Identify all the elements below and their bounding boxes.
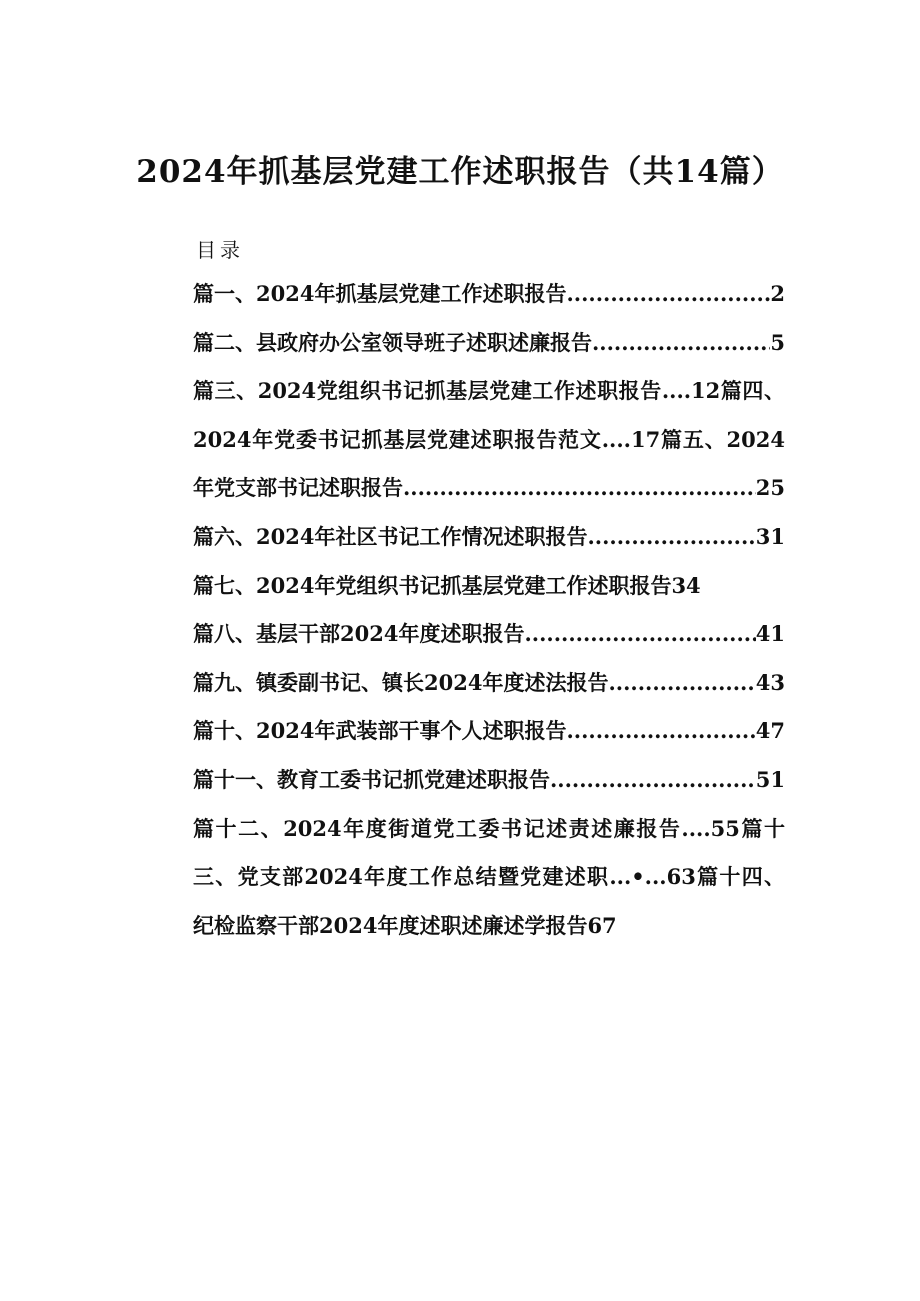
toc-leader-dots: [403, 470, 756, 506]
toc-page-number: 31: [755, 523, 785, 549]
toc-page-number: 25: [755, 475, 785, 501]
toc-line-10[interactable]: [193, 713, 785, 762]
toc-line-11[interactable]: [193, 762, 785, 811]
toc-line-9[interactable]: [193, 665, 785, 714]
toc-entry-text: 篇二、县政府办公室领导班子述职述廉报告: [193, 329, 592, 355]
toc-entry-text: 篇八、基层干部2024年度述职报告: [193, 621, 525, 647]
toc-page-number: 47: [755, 718, 785, 744]
toc-entry-text: 2024年党委书记抓基层党建述职报告范文....17篇五、2024: [193, 426, 785, 452]
toc-entry-text: 篇三、2024党组织书记抓基层党建工作述职报告....12篇四、: [193, 378, 785, 404]
toc-page-number: 2: [770, 281, 785, 306]
toc-page-number: 5: [770, 329, 785, 355]
toc-heading: 目录: [196, 238, 244, 262]
toc-entry-text: 三、党支部2024年度工作总结暨党建述职...•...63篇十四、: [193, 864, 785, 890]
toc-leader-dots: [524, 616, 755, 652]
toc-entry-text: 篇十一、教育工委书记抓党建述职报告: [193, 766, 550, 792]
toc-line-7[interactable]: [193, 568, 785, 617]
toc-line-5[interactable]: [193, 470, 785, 519]
toc-page-number: 43: [755, 669, 785, 695]
document-title: 2024年抓基层党建工作述职报告（共14篇）: [136, 154, 784, 190]
toc-line-4[interactable]: [193, 422, 785, 471]
toc-line-2[interactable]: [193, 325, 785, 374]
toc-line-12[interactable]: [193, 811, 785, 860]
toc-entry-text: 纪检监察干部2024年度述职述廉述学报告67: [193, 912, 617, 938]
toc-entry-text: 篇七、2024年党组织书记抓基层党建工作述职报告34: [193, 572, 701, 598]
toc-line-13[interactable]: [193, 859, 785, 908]
toc-leader-dots: [587, 519, 755, 555]
toc-page-number: 41: [755, 621, 785, 647]
toc-entry-text: 篇六、2024年社区书记工作情况述职报告: [193, 523, 588, 549]
toc-leader-dots: [592, 325, 770, 361]
toc-line-1[interactable]: [193, 276, 785, 325]
toc-page-number: 51: [755, 766, 785, 792]
toc-entry-text: 篇十、2024年武装部干事个人述职报告: [193, 718, 567, 744]
toc-leader-dots: [608, 665, 755, 701]
table-of-contents: [193, 276, 785, 956]
toc-entry-text: 篇一、2024年抓基层党建工作述职报告: [193, 281, 567, 306]
toc-entry-text: 年党支部书记述职报告: [193, 475, 403, 501]
toc-leader-dots: [566, 276, 770, 312]
toc-entry-text: 篇十二、2024年度街道党工委书记述责述廉报告....55篇十: [193, 815, 785, 841]
toc-entry-text: 篇九、镇委副书记、镇长2024年度述法报告: [193, 669, 609, 695]
toc-line-14[interactable]: [193, 908, 785, 957]
toc-leader-dots: [566, 713, 755, 749]
toc-line-8[interactable]: [193, 616, 785, 665]
toc-line-3[interactable]: [193, 373, 785, 422]
toc-line-6[interactable]: [193, 519, 785, 568]
toc-leader-dots: [550, 762, 756, 798]
